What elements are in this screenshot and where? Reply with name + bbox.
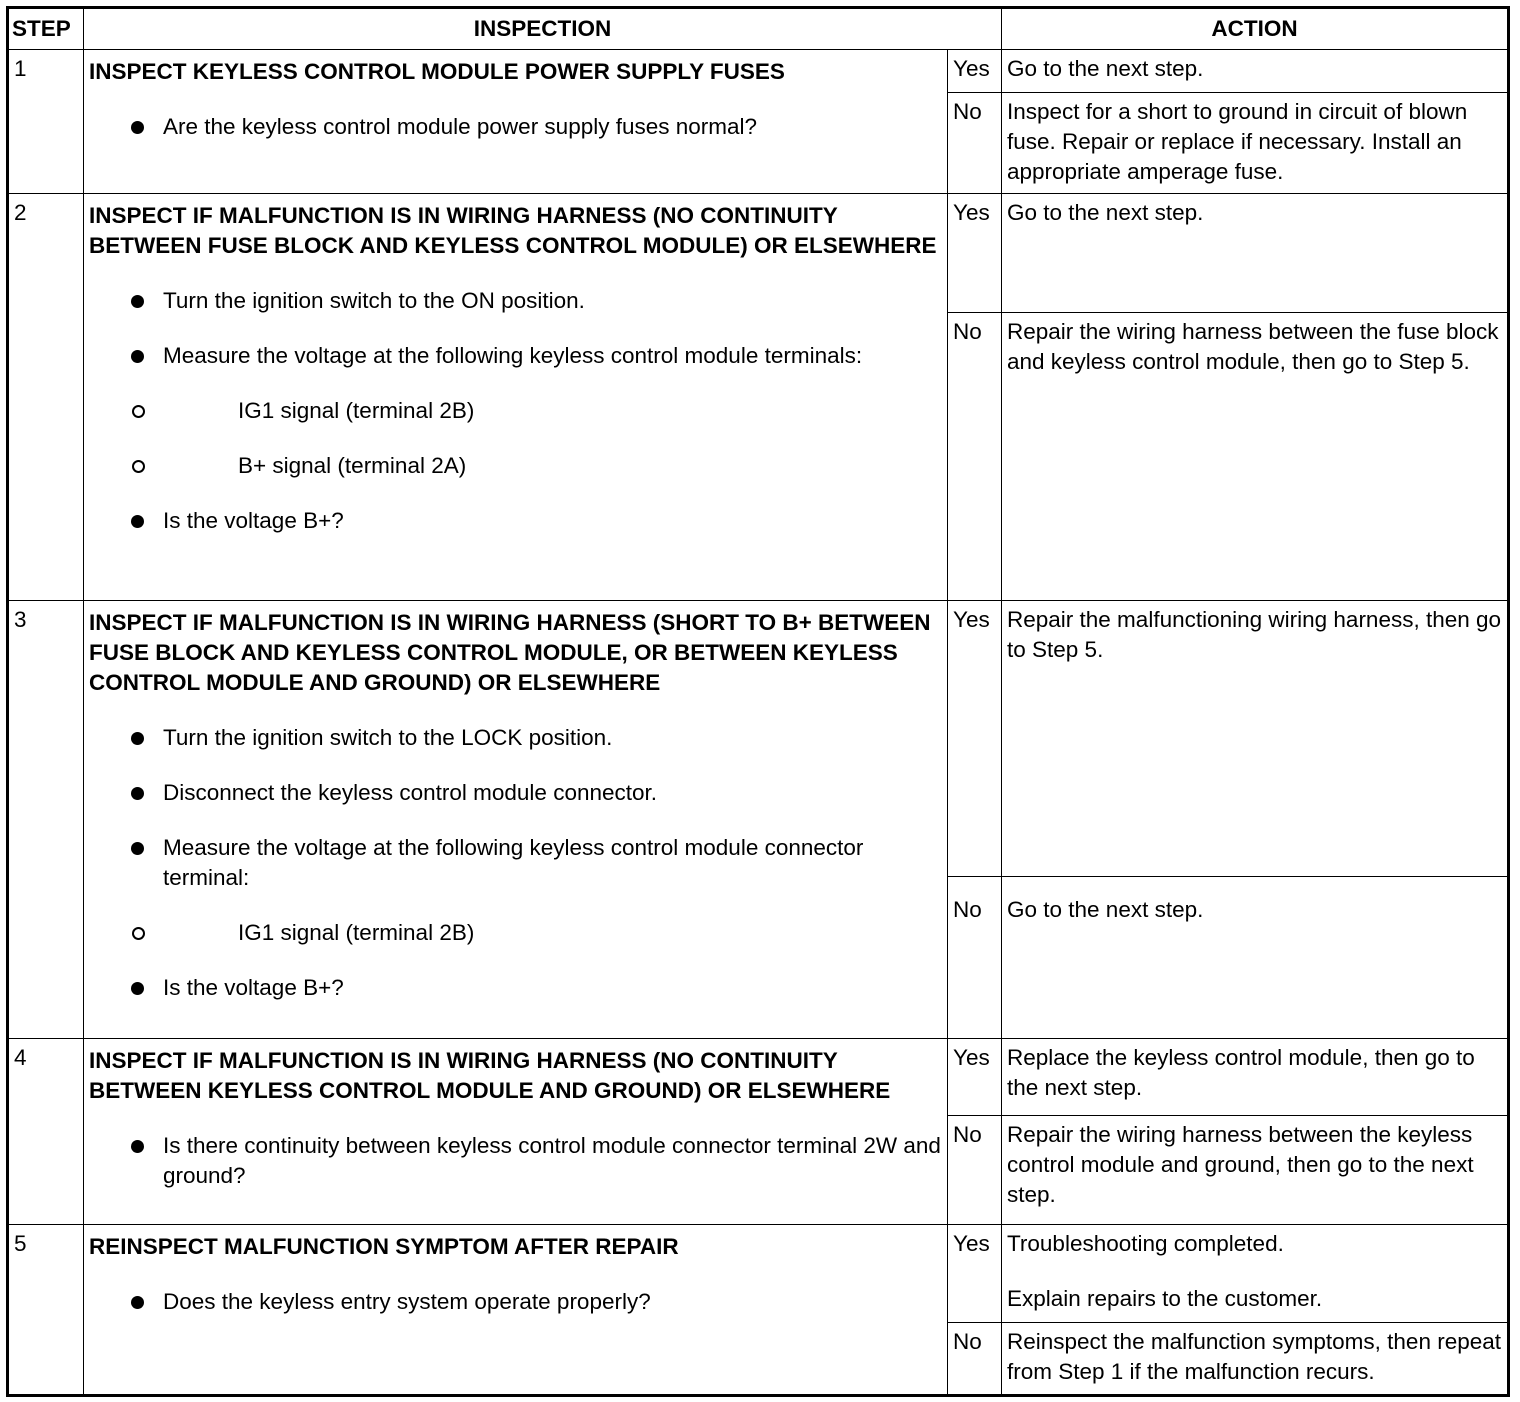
step-3-yes-row <box>8 601 1509 877</box>
header-action: ACTION <box>1002 8 1509 50</box>
yes-action: Go to the next step. <box>1002 50 1509 93</box>
no-label: No <box>948 1323 1002 1396</box>
yes-label: Yes <box>948 194 1002 313</box>
no-label: No <box>948 1116 1002 1225</box>
bullet-list <box>89 1287 942 1317</box>
sub-bullet-item: IG1 signal (terminal 2B) <box>89 396 942 426</box>
yes-action-2: Explain repairs to the customer. <box>1007 1286 1323 1311</box>
yes-label: Yes <box>948 1039 1002 1116</box>
bullet-item: Is the voltage B+? <box>89 973 942 1003</box>
no-action: Repair the wiring harness between the fuse block and keyless control module, then go to Step 5. <box>1002 313 1509 601</box>
yes-label: Yes <box>948 50 1002 93</box>
step-2-yes-row <box>8 194 1509 313</box>
no-action: Inspect for a short to ground in circuit of blown fuse. Repair or replace if necessary. Install an appropriate amperage fuse. <box>1002 93 1509 194</box>
yes-label: Yes <box>948 601 1002 877</box>
step-5-yes-row <box>8 1225 1509 1323</box>
inspection-cell <box>84 194 948 601</box>
bullet-list <box>89 112 942 142</box>
header-inspection: INSPECTION <box>84 8 1002 50</box>
no-action: Go to the next step. <box>1002 877 1509 1039</box>
bullet-item <box>89 833 942 948</box>
yes-action: Go to the next step. <box>1002 194 1509 313</box>
bullet-list <box>89 1131 942 1191</box>
bullet-item: Does the keyless entry system operate properly? <box>89 1287 942 1317</box>
step-4-yes-row <box>8 1039 1509 1116</box>
yes-action: Repair the malfunctioning wiring harness, then go to Step 5. <box>1002 601 1509 877</box>
yes-action-cell <box>1002 1225 1509 1323</box>
yes-action: Troubleshooting completed. <box>1007 1231 1284 1256</box>
inspection-cell <box>84 50 948 194</box>
sub-bullet-item: B+ signal (terminal 2A) <box>89 451 942 481</box>
troubleshooting-table <box>6 6 1510 1397</box>
bullet-item: Turn the ignition switch to the LOCK position. <box>89 723 942 753</box>
step-number: 2 <box>8 194 84 601</box>
no-label: No <box>948 313 1002 601</box>
bullet-list <box>89 723 942 1003</box>
inspection-title: REINSPECT MALFUNCTION SYMPTOM AFTER REPAIR <box>89 1234 679 1259</box>
bullet-text: Measure the voltage at the following keyless control module terminals: <box>163 343 863 368</box>
bullet-item: Turn the ignition switch to the ON position. <box>89 286 942 316</box>
sub-bullet-item: IG1 signal (terminal 2B) <box>89 918 942 948</box>
step-1-yes-row <box>8 50 1509 93</box>
step-number: 1 <box>8 50 84 194</box>
step-number: 5 <box>8 1225 84 1396</box>
inspection-title: INSPECT IF MALFUNCTION IS IN WIRING HARNESS (NO CONTINUITY BETWEEN FUSE BLOCK AND KEYLESS CONTROL MODULE) OR ELSEWHERE <box>89 203 937 258</box>
sub-bullet-list <box>89 918 942 948</box>
no-label: No <box>948 93 1002 194</box>
step-number: 4 <box>8 1039 84 1225</box>
bullet-item: Is there continuity between keyless control module connector terminal 2W and ground? <box>89 1131 942 1191</box>
bullet-item: Are the keyless control module power supply fuses normal? <box>89 112 942 142</box>
no-label: No <box>948 877 1002 1039</box>
inspection-cell <box>84 601 948 1039</box>
header-step: STEP <box>8 8 84 50</box>
inspection-title: INSPECT IF MALFUNCTION IS IN WIRING HARNESS (NO CONTINUITY BETWEEN KEYLESS CONTROL MODULE AND GROUND) OR ELSEWHERE <box>89 1048 891 1103</box>
inspection-title: INSPECT KEYLESS CONTROL MODULE POWER SUPPLY FUSES <box>89 59 785 84</box>
bullet-list <box>89 286 942 536</box>
no-action: Reinspect the malfunction symptoms, then repeat from Step 1 if the malfunction recurs. <box>1002 1323 1509 1396</box>
bullet-item: Disconnect the keyless control module connector. <box>89 778 942 808</box>
step-number: 3 <box>8 601 84 1039</box>
yes-action: Replace the keyless control module, then go to the next step. <box>1002 1039 1509 1116</box>
header-row <box>8 8 1509 50</box>
inspection-cell <box>84 1225 948 1396</box>
bullet-item <box>89 341 942 481</box>
bullet-text: Measure the voltage at the following keyless control module connector terminal: <box>163 835 864 890</box>
inspection-title: INSPECT IF MALFUNCTION IS IN WIRING HARNESS (SHORT TO B+ BETWEEN FUSE BLOCK AND KEYLESS CONTROL MODULE, OR BETWEEN KEYLESS CONTROL MODULE AND GROUND) OR ELSEWHERE <box>89 610 931 695</box>
inspection-cell <box>84 1039 948 1225</box>
yes-label: Yes <box>948 1225 1002 1323</box>
sub-bullet-list <box>89 396 942 481</box>
bullet-item: Is the voltage B+? <box>89 506 942 536</box>
no-action: Repair the wiring harness between the keyless control module and ground, then go to the next step. <box>1002 1116 1509 1225</box>
